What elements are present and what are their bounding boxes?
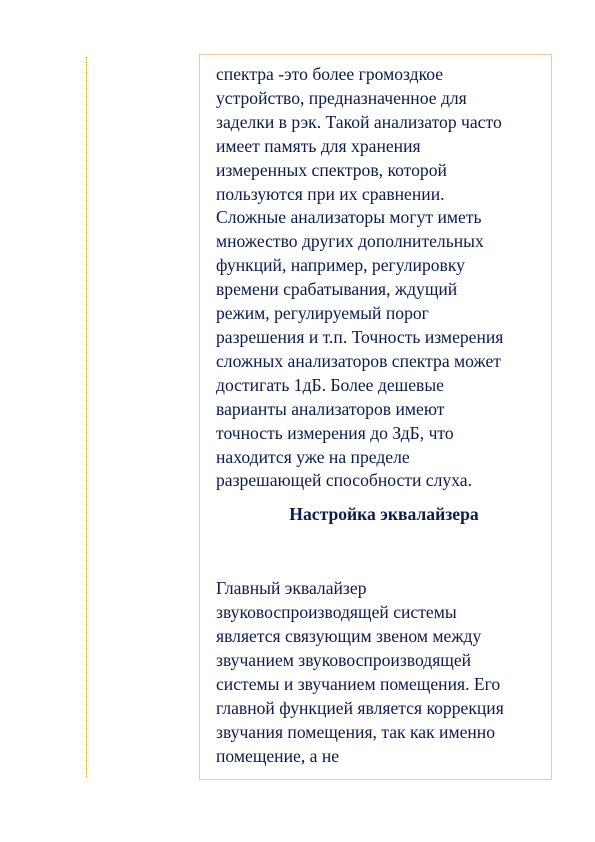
left-dotted-rule bbox=[86, 57, 87, 777]
blank-space bbox=[216, 527, 552, 577]
text-line: множество других дополнительных bbox=[216, 231, 484, 252]
text-line: звучания помещения, так как именно bbox=[216, 721, 496, 742]
text-line: является связующим звеном между bbox=[216, 626, 482, 647]
text-line: разрешения и т.п. Точность измерения bbox=[216, 326, 504, 347]
text-line: варианты анализаторов имеют bbox=[216, 398, 445, 419]
text-line: устройство, предназначенное для bbox=[216, 87, 467, 108]
text-line: Главный эквалайзер bbox=[216, 578, 367, 599]
text-line: пользуются при их сравнении. bbox=[216, 183, 445, 204]
text-line: Сложные анализаторы могут иметь bbox=[216, 207, 482, 228]
page-content bbox=[216, 63, 552, 768]
text-line: режим, регулируемый порог bbox=[216, 303, 429, 324]
text-line: измеренных спектров, которой bbox=[216, 159, 447, 180]
text-line: находится уже на пределе bbox=[216, 446, 410, 467]
text-line: сложных анализаторов спектра может bbox=[216, 350, 501, 371]
text-line: главной функцией является коррекция bbox=[216, 697, 504, 718]
paragraph-2 bbox=[216, 577, 552, 768]
text-line: имеет память для хранения bbox=[216, 135, 421, 156]
text-line: функций, например, регулировку bbox=[216, 255, 465, 276]
text-line: разрешающей способности слуха. bbox=[216, 470, 472, 491]
text-line: заделки в рэк. Такой анализатор часто bbox=[216, 111, 502, 132]
text-line: системы и звучанием помещения. Его bbox=[216, 673, 501, 694]
text-line: точность измерения до ЗдБ, что bbox=[216, 422, 454, 443]
section-heading: Настройка эквалайзера bbox=[289, 504, 479, 525]
paragraph-1 bbox=[216, 63, 552, 493]
text-line: звуковоспроизводящей системы bbox=[216, 602, 457, 623]
text-line: звучанием звуковоспроизводящей bbox=[216, 649, 472, 670]
text-line: помещение, а не bbox=[216, 745, 340, 766]
text-line: спектра -это более громоздкое bbox=[216, 64, 444, 84]
text-line: времени срабатывания, ждущий bbox=[216, 279, 458, 300]
text-line: достигать 1дБ. Более дешевые bbox=[216, 374, 444, 395]
